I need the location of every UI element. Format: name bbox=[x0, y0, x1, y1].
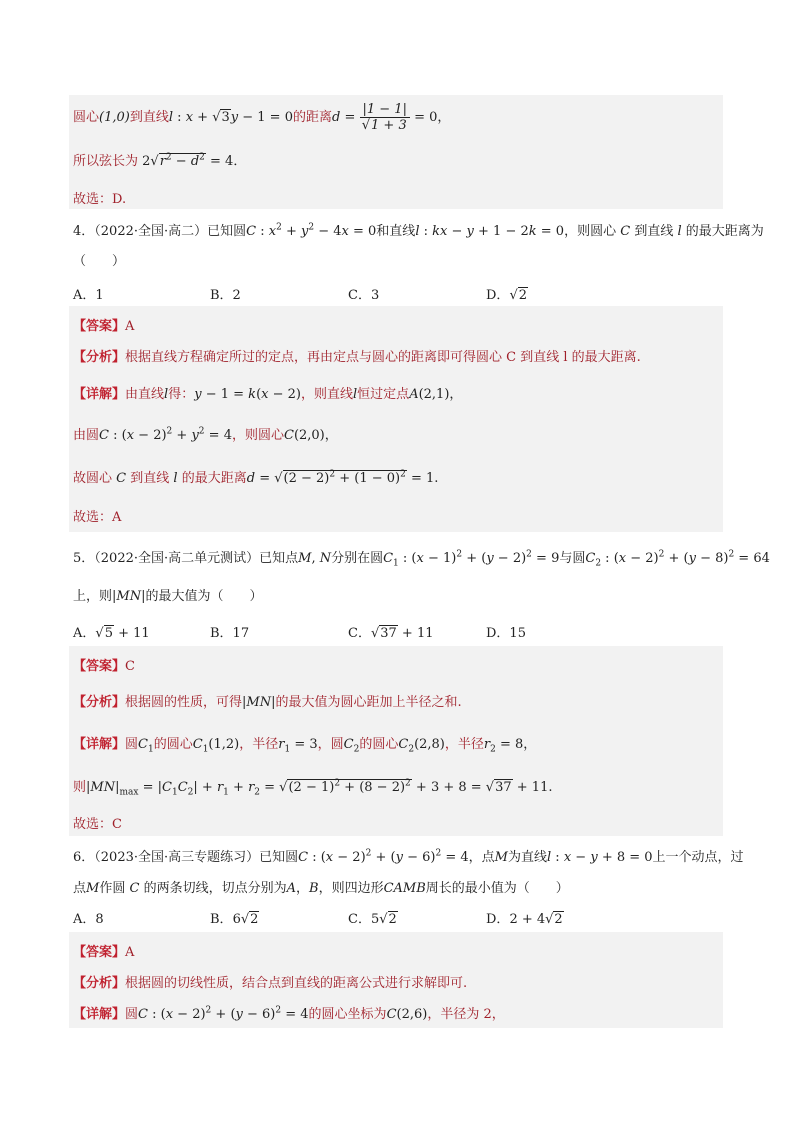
q6-detail-line1: 【详解】圆C : $(x - 2)^2 + (y - 6)^2 = 4$的圆心坐标为C(2,6)，半径为 2， bbox=[73, 1005, 505, 1022]
distance-fraction: $\frac{|1 - 1|}{√1 + 3}$ bbox=[360, 102, 410, 133]
q5-choice: 故选：C bbox=[73, 817, 122, 832]
q4-option-b: B．2 bbox=[210, 288, 241, 303]
q5-stem-line1: 5．（2022·全国·高二单元测试）已知点M, N分别在圆$C_1$ : $(x - 1)^2 + (y - 2)^2 = 9$与圆$C_2$ : $(x - 2)^2 + (y - 8)^2 = 64$ bbox=[73, 549, 770, 569]
q5-answer: 【答案】C bbox=[73, 659, 135, 674]
q5-option-c: C．√37 + 11 bbox=[348, 626, 434, 641]
q4-option-a: A．1 bbox=[73, 288, 104, 303]
prev-chord-line: 所以弦长为 $2√r^2 - d^2 = 4$． bbox=[73, 152, 247, 169]
q4-stem-paren: （ ） bbox=[73, 254, 126, 269]
q4-analysis: 【分析】根据直线方程确定所过的定点，再由定点与圆心的距离即可得圆心 C 到直线 l 的最大距离. bbox=[73, 350, 641, 365]
q5-stem-line2: 上，则|MN|的最大值为（ ） bbox=[73, 589, 263, 604]
prev-distance-line: 圆心(1,0)到直线l : x + √3y − 1 = 0的距离d = $\frac{|1 - 1|}{√1 + 3}$ = 0， bbox=[73, 102, 451, 133]
q4-detail-line3: 故圆心 C 到直线 l 的最大距离$d = √(2 - 2)^2 + (1 - 0)^2 = 1$. bbox=[73, 469, 439, 486]
q6-stem-line2: 点M作圆 C 的两条切线，切点分别为A，B，则四边形CAMB周长的最小值为（ ） bbox=[73, 881, 569, 896]
q5-option-d: D．15 bbox=[486, 626, 526, 641]
q5-option-a: A．√5 + 11 bbox=[73, 626, 150, 641]
q4-answer: 【答案】A bbox=[73, 319, 135, 334]
q5-option-b: B．17 bbox=[210, 626, 250, 641]
q5-analysis: 【分析】根据圆的性质，可得|MN|的最大值为圆心距加上半径之和. bbox=[73, 695, 462, 710]
q5-detail-line1: 【详解】圆$C_1$的圆心$C_1(1,2)$，半径$r_1 = 3$，圆$C_2$的圆心$C_2(2,8)$，半径$r_2 = 8$， bbox=[73, 737, 537, 755]
q6-option-b: B．6√2 bbox=[210, 912, 259, 927]
q6-analysis: 【分析】根据圆的切线性质，结合点到直线的距离公式进行求解即可. bbox=[73, 976, 468, 991]
q5-detail-line2: 则$|MN|_{max} = |C_1C_2| + r_1 + r_2 = √(2 - 1)^2 + (8 - 2)^2 + 3 + 8 = √37 + 11$. bbox=[73, 778, 553, 798]
q4-solution-block bbox=[69, 306, 723, 532]
q4-detail-line1: 【详解】由直线l得：y − 1 = k(x − 2)，则直线l恒过定点A(2,1)， bbox=[73, 387, 463, 402]
q6-option-c: C．5√2 bbox=[348, 912, 397, 927]
q6-option-d: D．2 + 4√2 bbox=[486, 912, 563, 927]
q6-stem-line1: 6．（2023·全国·高三专题练习）已知圆C : $(x - 2)^2 + (y - 6)^2 = 4$，点M为直线l : x − y + 8 = 0上一个动点，过 bbox=[73, 848, 744, 865]
q6-answer: 【答案】A bbox=[73, 945, 135, 960]
q4-stem-line1: 4．（2022·全国·高二）已知圆C : $x^2 + y^2 - 4x = 0$和直线l : kx − y + 1 − 2k = 0，则圆心 C 到直线 l 的最大距离为 bbox=[73, 222, 764, 239]
q6-option-a: A．8 bbox=[73, 912, 104, 927]
q4-option-c: C．3 bbox=[348, 288, 380, 303]
q4-detail-line2: 由圆C : $(x - 2)^2 + y^2 = 4$，则圆心C(2,0)， bbox=[73, 426, 338, 443]
prev-choice: 故选：D. bbox=[73, 192, 127, 207]
q4-choice: 故选：A bbox=[73, 510, 122, 525]
q4-option-d: D．√2 bbox=[486, 288, 528, 303]
